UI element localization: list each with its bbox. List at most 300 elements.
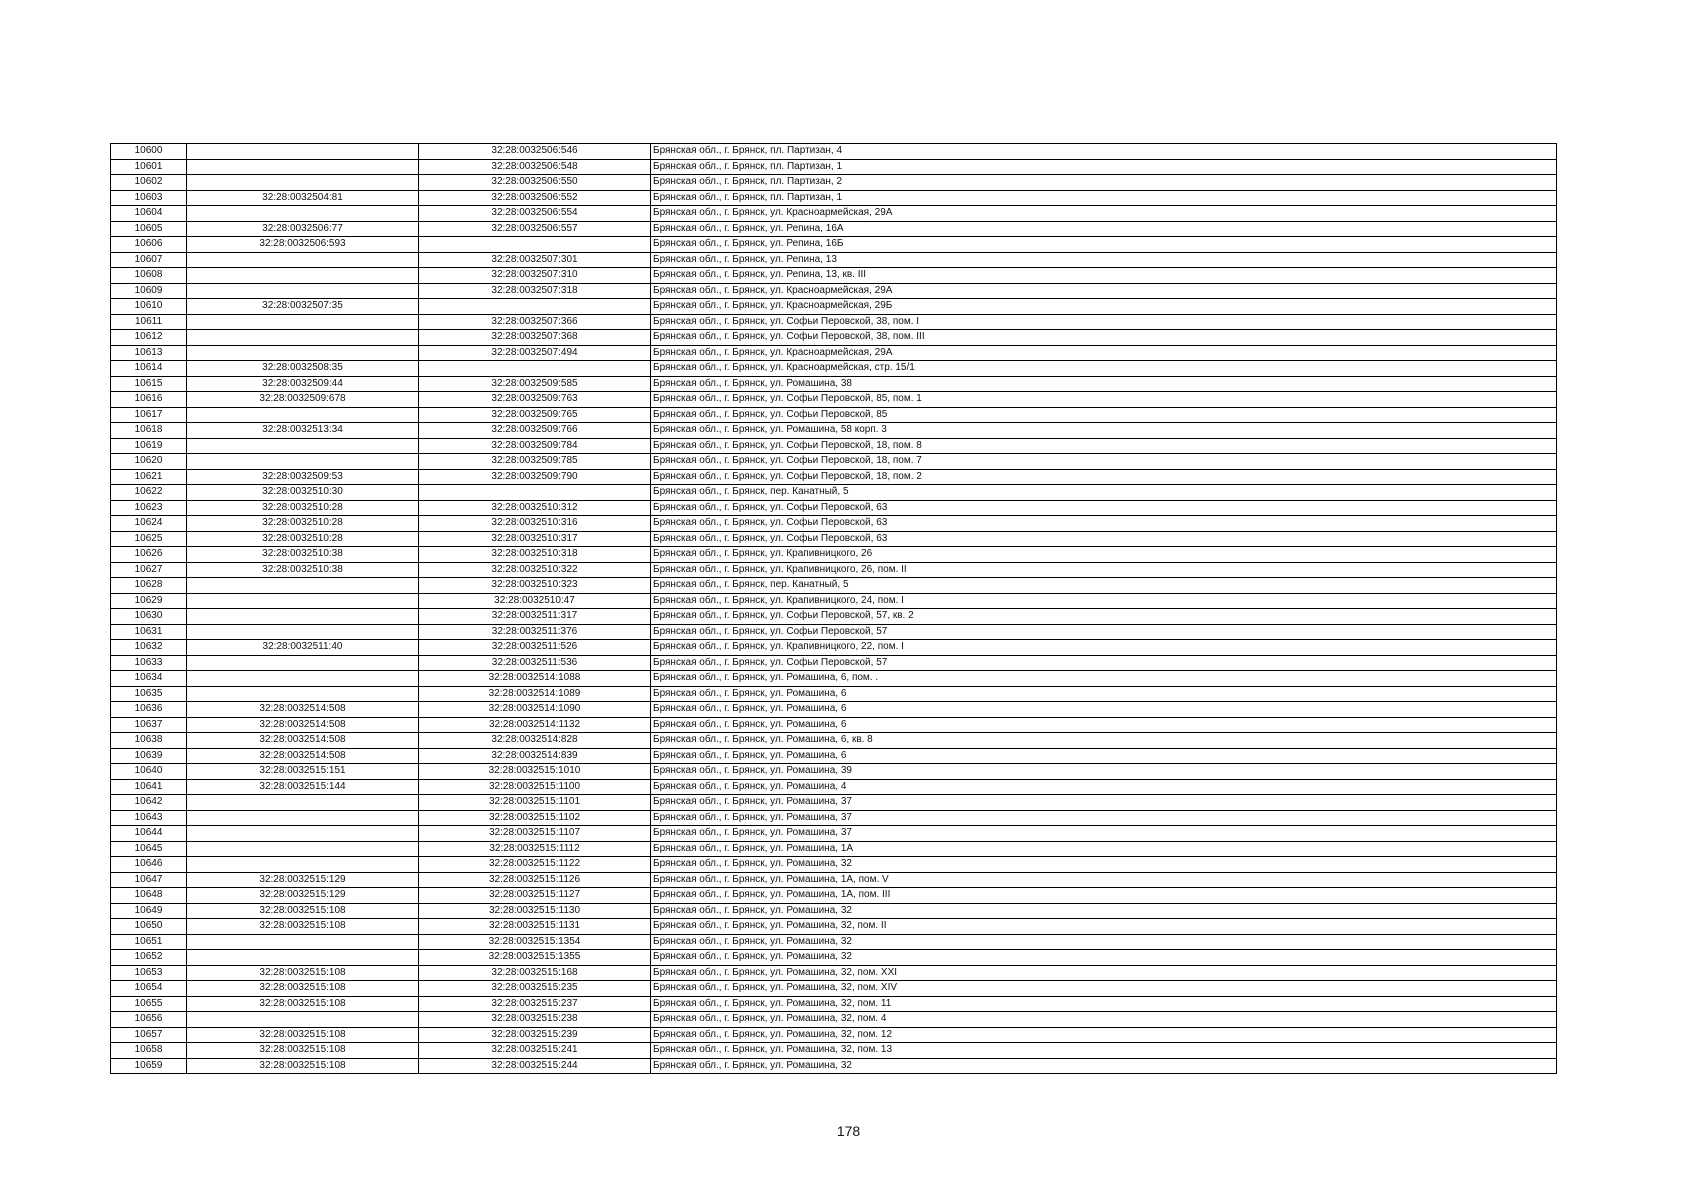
- row-number-cell: 10624: [111, 516, 187, 532]
- parcel-cadastral-cell: [187, 330, 419, 346]
- table-row: [111, 392, 1557, 408]
- object-cadastral-cell: 32:28:0032511:526: [419, 640, 651, 656]
- object-cadastral-cell: 32:28:0032506:554: [419, 206, 651, 222]
- address-cell: Брянская обл., г. Брянск, пер. Канатный, 5: [651, 485, 1557, 501]
- address-cell: Брянская обл., г. Брянск, ул. Ромашина, 6: [651, 686, 1557, 702]
- parcel-cadastral-cell: 32:28:0032510:28: [187, 500, 419, 516]
- parcel-cadastral-cell: 32:28:0032515:108: [187, 919, 419, 935]
- table-row: [111, 748, 1557, 764]
- address-cell: Брянская обл., г. Брянск, ул. Репина, 16Б: [651, 237, 1557, 253]
- table-row: [111, 144, 1557, 160]
- object-cadastral-cell: 32:28:0032510:316: [419, 516, 651, 532]
- row-number-cell: 10616: [111, 392, 187, 408]
- address-cell: Брянская обл., г. Брянск, ул. Софьи Перовской, 85: [651, 407, 1557, 423]
- parcel-cadastral-cell: 32:28:0032515:108: [187, 981, 419, 997]
- row-number-cell: 10611: [111, 314, 187, 330]
- page-number: 178: [836, 1123, 861, 1139]
- object-cadastral-cell: 32:28:0032515:1107: [419, 826, 651, 842]
- address-cell: Брянская обл., г. Брянск, ул. Ромашина, 39: [651, 764, 1557, 780]
- address-cell: Брянская обл., г. Брянск, ул. Ромашина, 6, кв. 8: [651, 733, 1557, 749]
- object-cadastral-cell: 32:28:0032507:366: [419, 314, 651, 330]
- table-row: [111, 438, 1557, 454]
- row-number-cell: 10637: [111, 717, 187, 733]
- parcel-cadastral-cell: [187, 407, 419, 423]
- parcel-cadastral-cell: 32:28:0032515:108: [187, 903, 419, 919]
- row-number-cell: 10604: [111, 206, 187, 222]
- table-row: [111, 516, 1557, 532]
- object-cadastral-cell: 32:28:0032506:557: [419, 221, 651, 237]
- row-number-cell: 10609: [111, 283, 187, 299]
- parcel-cadastral-cell: [187, 593, 419, 609]
- row-number-cell: 10645: [111, 841, 187, 857]
- row-number-cell: 10632: [111, 640, 187, 656]
- parcel-cadastral-cell: 32:28:0032510:30: [187, 485, 419, 501]
- table-row: [111, 717, 1557, 733]
- table-row: [111, 469, 1557, 485]
- object-cadastral-cell: 32:28:0032509:765: [419, 407, 651, 423]
- table-row: [111, 764, 1557, 780]
- parcel-cadastral-cell: [187, 159, 419, 175]
- address-cell: Брянская обл., г. Брянск, пл. Партизан, 1: [651, 190, 1557, 206]
- row-number-cell: 10601: [111, 159, 187, 175]
- object-cadastral-cell: [419, 485, 651, 501]
- row-number-cell: 10629: [111, 593, 187, 609]
- parcel-cadastral-cell: [187, 283, 419, 299]
- parcel-cadastral-cell: 32:28:0032514:508: [187, 717, 419, 733]
- object-cadastral-cell: 32:28:0032515:1112: [419, 841, 651, 857]
- object-cadastral-cell: 32:28:0032510:323: [419, 578, 651, 594]
- address-cell: Брянская обл., г. Брянск, ул. Софьи Перовской, 85, пом. 1: [651, 392, 1557, 408]
- parcel-cadastral-cell: 32:28:0032509:53: [187, 469, 419, 485]
- object-cadastral-cell: 32:28:0032515:1102: [419, 810, 651, 826]
- address-cell: Брянская обл., г. Брянск, ул. Ромашина, 38: [651, 376, 1557, 392]
- object-cadastral-cell: [419, 361, 651, 377]
- row-number-cell: 10606: [111, 237, 187, 253]
- parcel-cadastral-cell: 32:28:0032506:77: [187, 221, 419, 237]
- table-row: [111, 857, 1557, 873]
- object-cadastral-cell: 32:28:0032515:237: [419, 996, 651, 1012]
- row-number-cell: 10655: [111, 996, 187, 1012]
- row-number-cell: 10600: [111, 144, 187, 160]
- address-cell: Брянская обл., г. Брянск, ул. Софьи Перовской, 38, пом. I: [651, 314, 1557, 330]
- parcel-cadastral-cell: [187, 345, 419, 361]
- row-number-cell: 10640: [111, 764, 187, 780]
- table-row: [111, 159, 1557, 175]
- table-row: [111, 578, 1557, 594]
- address-cell: Брянская обл., г. Брянск, ул. Ромашина, 32: [651, 934, 1557, 950]
- parcel-cadastral-cell: [187, 609, 419, 625]
- row-number-cell: 10608: [111, 268, 187, 284]
- row-number-cell: 10659: [111, 1058, 187, 1074]
- table-row: [111, 888, 1557, 904]
- parcel-cadastral-cell: [187, 934, 419, 950]
- row-number-cell: 10656: [111, 1012, 187, 1028]
- address-cell: Брянская обл., г. Брянск, ул. Софьи Перовской, 18, пом. 2: [651, 469, 1557, 485]
- address-cell: Брянская обл., г. Брянск, ул. Ромашина, 32, пом. 12: [651, 1027, 1557, 1043]
- address-cell: Брянская обл., г. Брянск, ул. Ромашина, 32: [651, 1058, 1557, 1074]
- table-row: [111, 330, 1557, 346]
- row-number-cell: 10626: [111, 547, 187, 563]
- object-cadastral-cell: 32:28:0032507:318: [419, 283, 651, 299]
- object-cadastral-cell: 32:28:0032511:536: [419, 655, 651, 671]
- address-cell: Брянская обл., г. Брянск, ул. Ромашина, 1А, пом. V: [651, 872, 1557, 888]
- table-row: [111, 1027, 1557, 1043]
- row-number-cell: 10627: [111, 562, 187, 578]
- object-cadastral-cell: 32:28:0032510:322: [419, 562, 651, 578]
- table-row: [111, 950, 1557, 966]
- table-row: [111, 593, 1557, 609]
- table-row: [111, 407, 1557, 423]
- address-cell: Брянская обл., г. Брянск, пер. Канатный, 5: [651, 578, 1557, 594]
- row-number-cell: 10650: [111, 919, 187, 935]
- parcel-cadastral-cell: 32:28:0032515:108: [187, 1043, 419, 1059]
- row-number-cell: 10654: [111, 981, 187, 997]
- row-number-cell: 10639: [111, 748, 187, 764]
- row-number-cell: 10643: [111, 810, 187, 826]
- row-number-cell: 10618: [111, 423, 187, 439]
- table-row: [111, 547, 1557, 563]
- parcel-cadastral-cell: 32:28:0032507:35: [187, 299, 419, 315]
- address-cell: Брянская обл., г. Брянск, ул. Ромашина, 32: [651, 950, 1557, 966]
- row-number-cell: 10605: [111, 221, 187, 237]
- parcel-cadastral-cell: [187, 826, 419, 842]
- table-row: [111, 733, 1557, 749]
- parcel-cadastral-cell: 32:28:0032510:38: [187, 547, 419, 563]
- object-cadastral-cell: 32:28:0032506:550: [419, 175, 651, 191]
- table-row: [111, 314, 1557, 330]
- row-number-cell: 10633: [111, 655, 187, 671]
- row-number-cell: 10646: [111, 857, 187, 873]
- table-row: [111, 640, 1557, 656]
- address-cell: Брянская обл., г. Брянск, ул. Репина, 16А: [651, 221, 1557, 237]
- address-cell: Брянская обл., г. Брянск, ул. Софьи Перовской, 57: [651, 624, 1557, 640]
- address-cell: Брянская обл., г. Брянск, пл. Партизан, 2: [651, 175, 1557, 191]
- parcel-cadastral-cell: 32:28:0032504:81: [187, 190, 419, 206]
- parcel-cadastral-cell: [187, 671, 419, 687]
- object-cadastral-cell: 32:28:0032509:766: [419, 423, 651, 439]
- address-cell: Брянская обл., г. Брянск, ул. Ромашина, 32, пом. 4: [651, 1012, 1557, 1028]
- address-cell: Брянская обл., г. Брянск, ул. Крапивницкого, 26: [651, 547, 1557, 563]
- table-row: [111, 500, 1557, 516]
- address-cell: Брянская обл., г. Брянск, ул. Репина, 13: [651, 252, 1557, 268]
- table-row: [111, 423, 1557, 439]
- table-row: [111, 609, 1557, 625]
- table-row: [111, 221, 1557, 237]
- address-cell: Брянская обл., г. Брянск, ул. Софьи Перовской, 63: [651, 500, 1557, 516]
- address-cell: Брянская обл., г. Брянск, ул. Ромашина, 32, пом. 13: [651, 1043, 1557, 1059]
- object-cadastral-cell: 32:28:0032510:47: [419, 593, 651, 609]
- table-row: [111, 1043, 1557, 1059]
- table-row: [111, 671, 1557, 687]
- object-cadastral-cell: 32:28:0032515:1100: [419, 779, 651, 795]
- object-cadastral-cell: 32:28:0032509:785: [419, 454, 651, 470]
- parcel-cadastral-cell: [187, 857, 419, 873]
- table-row: [111, 206, 1557, 222]
- parcel-cadastral-cell: [187, 686, 419, 702]
- table-row: [111, 686, 1557, 702]
- address-cell: Брянская обл., г. Брянск, ул. Ромашина, 6: [651, 748, 1557, 764]
- object-cadastral-cell: 32:28:0032515:1130: [419, 903, 651, 919]
- address-cell: Брянская обл., г. Брянск, ул. Ромашина, 58 корп. 3: [651, 423, 1557, 439]
- parcel-cadastral-cell: [187, 144, 419, 160]
- object-cadastral-cell: 32:28:0032506:546: [419, 144, 651, 160]
- object-cadastral-cell: 32:28:0032515:235: [419, 981, 651, 997]
- address-cell: Брянская обл., г. Брянск, ул. Ромашина, 4: [651, 779, 1557, 795]
- table-row: [111, 299, 1557, 315]
- row-number-cell: 10647: [111, 872, 187, 888]
- table-row: [111, 826, 1557, 842]
- row-number-cell: 10623: [111, 500, 187, 516]
- parcel-cadastral-cell: [187, 206, 419, 222]
- parcel-cadastral-cell: 32:28:0032514:508: [187, 748, 419, 764]
- object-cadastral-cell: 32:28:0032507:494: [419, 345, 651, 361]
- object-cadastral-cell: 32:28:0032515:1355: [419, 950, 651, 966]
- parcel-cadastral-cell: [187, 314, 419, 330]
- address-cell: Брянская обл., г. Брянск, ул. Ромашина, 6: [651, 702, 1557, 718]
- table-row: [111, 1058, 1557, 1074]
- address-cell: Брянская обл., г. Брянск, ул. Софьи Перовской, 63: [651, 531, 1557, 547]
- address-cell: Брянская обл., г. Брянск, ул. Крапивницкого, 26, пом. II: [651, 562, 1557, 578]
- object-cadastral-cell: 32:28:0032514:1132: [419, 717, 651, 733]
- address-cell: Брянская обл., г. Брянск, ул. Красноармейская, 29А: [651, 345, 1557, 361]
- table-row: [111, 919, 1557, 935]
- address-cell: Брянская обл., г. Брянск, пл. Партизан, 4: [651, 144, 1557, 160]
- table-row: [111, 376, 1557, 392]
- object-cadastral-cell: [419, 299, 651, 315]
- table-row: [111, 268, 1557, 284]
- row-number-cell: 10631: [111, 624, 187, 640]
- table-row: [111, 624, 1557, 640]
- parcel-cadastral-cell: 32:28:0032515:108: [187, 1058, 419, 1074]
- object-cadastral-cell: 32:28:0032511:317: [419, 609, 651, 625]
- parcel-cadastral-cell: 32:28:0032515:151: [187, 764, 419, 780]
- table-row: [111, 779, 1557, 795]
- object-cadastral-cell: 32:28:0032506:548: [419, 159, 651, 175]
- table-row: [111, 702, 1557, 718]
- object-cadastral-cell: 32:28:0032509:790: [419, 469, 651, 485]
- object-cadastral-cell: 32:28:0032515:1127: [419, 888, 651, 904]
- table-row: [111, 981, 1557, 997]
- object-cadastral-cell: [419, 237, 651, 253]
- row-number-cell: 10620: [111, 454, 187, 470]
- object-cadastral-cell: 32:28:0032515:238: [419, 1012, 651, 1028]
- parcel-cadastral-cell: [187, 795, 419, 811]
- address-cell: Брянская обл., г. Брянск, ул. Ромашина, 32: [651, 903, 1557, 919]
- table-row: [111, 283, 1557, 299]
- object-cadastral-cell: 32:28:0032514:1090: [419, 702, 651, 718]
- object-cadastral-cell: 32:28:0032515:244: [419, 1058, 651, 1074]
- address-cell: Брянская обл., г. Брянск, ул. Ромашина, 1А: [651, 841, 1557, 857]
- address-cell: Брянская обл., г. Брянск, ул. Ромашина, 6: [651, 717, 1557, 733]
- row-number-cell: 10628: [111, 578, 187, 594]
- address-cell: Брянская обл., г. Брянск, ул. Ромашина, 37: [651, 795, 1557, 811]
- parcel-cadastral-cell: 32:28:0032515:129: [187, 872, 419, 888]
- parcel-cadastral-cell: 32:28:0032515:108: [187, 965, 419, 981]
- row-number-cell: 10610: [111, 299, 187, 315]
- address-cell: Брянская обл., г. Брянск, ул. Софьи Перовской, 57, кв. 2: [651, 609, 1557, 625]
- table-row: [111, 361, 1557, 377]
- address-cell: Брянская обл., г. Брянск, ул. Красноармейская, 29А: [651, 283, 1557, 299]
- parcel-cadastral-cell: 32:28:0032509:44: [187, 376, 419, 392]
- row-number-cell: 10657: [111, 1027, 187, 1043]
- address-cell: Брянская обл., г. Брянск, ул. Красноармейская, 29А: [651, 206, 1557, 222]
- parcel-cadastral-cell: 32:28:0032515:108: [187, 1027, 419, 1043]
- table-row: [111, 903, 1557, 919]
- row-number-cell: 10602: [111, 175, 187, 191]
- parcel-cadastral-cell: 32:28:0032508:35: [187, 361, 419, 377]
- parcel-cadastral-cell: 32:28:0032515:129: [187, 888, 419, 904]
- address-cell: Брянская обл., г. Брянск, ул. Софьи Перовской, 57: [651, 655, 1557, 671]
- registry-table: [110, 143, 1557, 1074]
- parcel-cadastral-cell: [187, 624, 419, 640]
- object-cadastral-cell: 32:28:0032511:376: [419, 624, 651, 640]
- object-cadastral-cell: 32:28:0032507:301: [419, 252, 651, 268]
- row-number-cell: 10619: [111, 438, 187, 454]
- table-row: [111, 872, 1557, 888]
- address-cell: Брянская обл., г. Брянск, ул. Ромашина, 6, пом. .: [651, 671, 1557, 687]
- object-cadastral-cell: 32:28:0032506:552: [419, 190, 651, 206]
- object-cadastral-cell: 32:28:0032510:318: [419, 547, 651, 563]
- parcel-cadastral-cell: 32:28:0032514:508: [187, 702, 419, 718]
- table-row: [111, 190, 1557, 206]
- object-cadastral-cell: 32:28:0032514:828: [419, 733, 651, 749]
- parcel-cadastral-cell: [187, 950, 419, 966]
- table-row: [111, 655, 1557, 671]
- address-cell: Брянская обл., г. Брянск, ул. Ромашина, 32, пом. XIV: [651, 981, 1557, 997]
- address-cell: Брянская обл., г. Брянск, ул. Красноармейская, 29Б: [651, 299, 1557, 315]
- row-number-cell: 10638: [111, 733, 187, 749]
- row-number-cell: 10648: [111, 888, 187, 904]
- parcel-cadastral-cell: 32:28:0032511:40: [187, 640, 419, 656]
- row-number-cell: 10617: [111, 407, 187, 423]
- object-cadastral-cell: 32:28:0032514:1088: [419, 671, 651, 687]
- table-row: [111, 237, 1557, 253]
- parcel-cadastral-cell: 32:28:0032510:28: [187, 531, 419, 547]
- object-cadastral-cell: 32:28:0032509:784: [419, 438, 651, 454]
- parcel-cadastral-cell: 32:28:0032515:108: [187, 996, 419, 1012]
- document-sheet: [110, 143, 1557, 1074]
- table-row: [111, 175, 1557, 191]
- table-row: [111, 562, 1557, 578]
- parcel-cadastral-cell: 32:28:0032510:28: [187, 516, 419, 532]
- address-cell: Брянская обл., г. Брянск, ул. Софьи Перовской, 18, пом. 7: [651, 454, 1557, 470]
- row-number-cell: 10630: [111, 609, 187, 625]
- parcel-cadastral-cell: [187, 438, 419, 454]
- parcel-cadastral-cell: 32:28:0032506:593: [187, 237, 419, 253]
- row-number-cell: 10603: [111, 190, 187, 206]
- parcel-cadastral-cell: 32:28:0032510:38: [187, 562, 419, 578]
- table-row: [111, 810, 1557, 826]
- parcel-cadastral-cell: [187, 268, 419, 284]
- row-number-cell: 10649: [111, 903, 187, 919]
- table-row: [111, 934, 1557, 950]
- parcel-cadastral-cell: [187, 810, 419, 826]
- row-number-cell: 10641: [111, 779, 187, 795]
- parcel-cadastral-cell: [187, 578, 419, 594]
- table-row: [111, 841, 1557, 857]
- table-row: [111, 795, 1557, 811]
- address-cell: Брянская обл., г. Брянск, ул. Ромашина, 32, пом. 11: [651, 996, 1557, 1012]
- row-number-cell: 10614: [111, 361, 187, 377]
- row-number-cell: 10651: [111, 934, 187, 950]
- parcel-cadastral-cell: [187, 841, 419, 857]
- address-cell: Брянская обл., г. Брянск, ул. Ромашина, 32: [651, 857, 1557, 873]
- table-body: [111, 144, 1557, 1074]
- table-row: [111, 345, 1557, 361]
- address-cell: Брянская обл., г. Брянск, ул. Крапивницкого, 22, пом. I: [651, 640, 1557, 656]
- parcel-cadastral-cell: 32:28:0032514:508: [187, 733, 419, 749]
- parcel-cadastral-cell: [187, 655, 419, 671]
- row-number-cell: 10612: [111, 330, 187, 346]
- row-number-cell: 10658: [111, 1043, 187, 1059]
- object-cadastral-cell: 32:28:0032515:1010: [419, 764, 651, 780]
- object-cadastral-cell: 32:28:0032515:239: [419, 1027, 651, 1043]
- object-cadastral-cell: 32:28:0032514:1089: [419, 686, 651, 702]
- object-cadastral-cell: 32:28:0032515:241: [419, 1043, 651, 1059]
- row-number-cell: 10635: [111, 686, 187, 702]
- object-cadastral-cell: 32:28:0032515:1126: [419, 872, 651, 888]
- address-cell: Брянская обл., г. Брянск, ул. Красноармейская, стр. 15/1: [651, 361, 1557, 377]
- object-cadastral-cell: 32:28:0032510:317: [419, 531, 651, 547]
- row-number-cell: 10622: [111, 485, 187, 501]
- object-cadastral-cell: 32:28:0032515:1131: [419, 919, 651, 935]
- row-number-cell: 10636: [111, 702, 187, 718]
- address-cell: Брянская обл., г. Брянск, ул. Репина, 13, кв. III: [651, 268, 1557, 284]
- address-cell: Брянская обл., г. Брянск, ул. Ромашина, 1А, пом. III: [651, 888, 1557, 904]
- address-cell: Брянская обл., г. Брянск, ул. Ромашина, 37: [651, 810, 1557, 826]
- row-number-cell: 10607: [111, 252, 187, 268]
- row-number-cell: 10625: [111, 531, 187, 547]
- table-row: [111, 485, 1557, 501]
- object-cadastral-cell: 32:28:0032515:1122: [419, 857, 651, 873]
- object-cadastral-cell: 32:28:0032507:310: [419, 268, 651, 284]
- object-cadastral-cell: 32:28:0032509:763: [419, 392, 651, 408]
- table-row: [111, 996, 1557, 1012]
- row-number-cell: 10613: [111, 345, 187, 361]
- address-cell: Брянская обл., г. Брянск, ул. Ромашина, 32, пом. II: [651, 919, 1557, 935]
- object-cadastral-cell: 32:28:0032507:368: [419, 330, 651, 346]
- address-cell: Брянская обл., г. Брянск, ул. Софьи Перовской, 18, пом. 8: [651, 438, 1557, 454]
- object-cadastral-cell: 32:28:0032515:1101: [419, 795, 651, 811]
- parcel-cadastral-cell: [187, 175, 419, 191]
- table-row: [111, 531, 1557, 547]
- parcel-cadastral-cell: [187, 252, 419, 268]
- object-cadastral-cell: 32:28:0032509:585: [419, 376, 651, 392]
- table-row: [111, 1012, 1557, 1028]
- row-number-cell: 10615: [111, 376, 187, 392]
- row-number-cell: 10621: [111, 469, 187, 485]
- parcel-cadastral-cell: 32:28:0032515:144: [187, 779, 419, 795]
- object-cadastral-cell: 32:28:0032510:312: [419, 500, 651, 516]
- address-cell: Брянская обл., г. Брянск, ул. Софьи Перовской, 38, пом. III: [651, 330, 1557, 346]
- table-row: [111, 252, 1557, 268]
- address-cell: Брянская обл., г. Брянск, ул. Крапивницкого, 24, пом. I: [651, 593, 1557, 609]
- parcel-cadastral-cell: [187, 1012, 419, 1028]
- row-number-cell: 10652: [111, 950, 187, 966]
- row-number-cell: 10653: [111, 965, 187, 981]
- table-row: [111, 454, 1557, 470]
- address-cell: Брянская обл., г. Брянск, ул. Ромашина, 37: [651, 826, 1557, 842]
- address-cell: Брянская обл., г. Брянск, ул. Софьи Перовской, 63: [651, 516, 1557, 532]
- table-row: [111, 965, 1557, 981]
- object-cadastral-cell: 32:28:0032514:839: [419, 748, 651, 764]
- row-number-cell: 10634: [111, 671, 187, 687]
- object-cadastral-cell: 32:28:0032515:1354: [419, 934, 651, 950]
- parcel-cadastral-cell: [187, 454, 419, 470]
- parcel-cadastral-cell: 32:28:0032509:678: [187, 392, 419, 408]
- row-number-cell: 10642: [111, 795, 187, 811]
- parcel-cadastral-cell: 32:28:0032513:34: [187, 423, 419, 439]
